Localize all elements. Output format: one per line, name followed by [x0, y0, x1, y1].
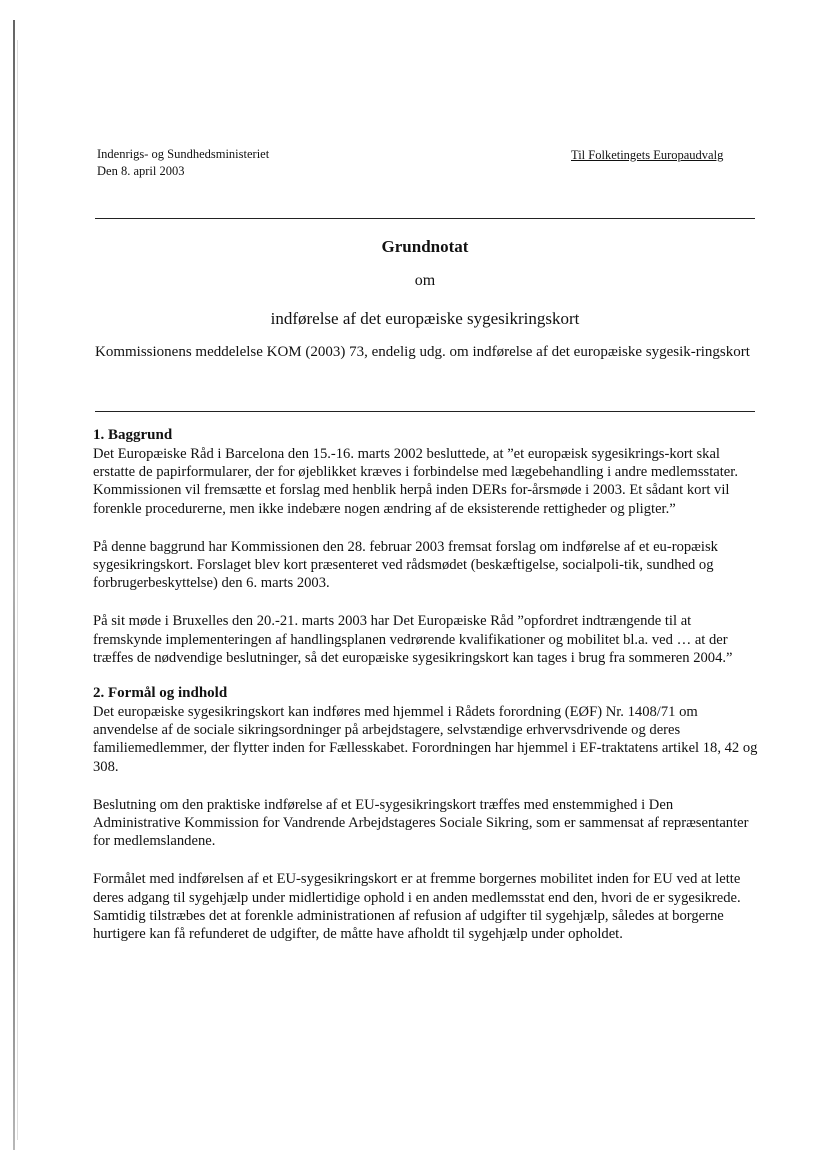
document-date: Den 8. april 2003 — [97, 164, 185, 178]
scan-edge — [13, 20, 15, 1150]
document-subject: indførelse af det europæiske sygesikringskort — [270, 309, 580, 328]
paragraph: Beslutning om den praktiske indførelse af et EU-sygesikringskort træffes med enstemmighed i Den Administrative Kommission for Vandrende Arbejdstageres Sociale Sikring, som er sammensat af repræsentanter for medlemslandene. — [93, 796, 749, 850]
section-baggrund — [93, 426, 763, 667]
recipient: Til Folketingets Europaudvalg — [571, 148, 724, 162]
paragraph: Det europæiske sygesikringskort kan indføres med hjemmel i Rådets forordning (EØF) Nr. 1408/71 om anvendelse af de sociale sikringsordninger på arbejdstagere, selvstændige erhvervsdrivende og deres familiemedlemmer, der flytter inden for Fællesskabet. Forordningen har hjemmel i EF-traktatens artikel 18, 42 og 308. — [93, 704, 758, 775]
section-formaal — [93, 684, 763, 943]
paragraph: På sit møde i Bruxelles den 20.-21. marts 2003 har Det Europæiske Råd ”opfordret indtrængende til at fremskynde implementeringen af handlingsplanen vedrørende kvalifikationer og mobilitet bl.a. ved … at der træffes de nødvendige beslutninger, så det europæiske sygesikringskort kan tages i brug fra sommeren 2004.” — [93, 613, 733, 666]
sender-block — [97, 146, 269, 180]
ministry-name: Indenrigs- og Sundhedsministeriet — [97, 147, 270, 161]
section-heading: 2. Formål og indhold — [93, 685, 228, 702]
paragraph: På denne baggrund har Kommissionen den 28. februar 2003 fremsat forslag om indførelse af et eu-ropæisk sygesikringskort. Forslaget blev kort præsenteret ved rådsmødet (beskæftigelse, socialpoli-tik, sundhed og forbrugerbeskyttelse) den 6. marts 2003. — [93, 538, 718, 592]
top-rule — [95, 218, 755, 219]
title-connector: om — [414, 272, 436, 289]
scan-edge-shadow — [17, 40, 18, 1140]
paragraph: Det Europæiske Råd i Barcelona den 15.-16. marts 2002 besluttede, at ”et europæisk sygesikrings-kort skal erstatte de papirformularer, der for øjeblikket kræves i forbindelse med lægebehandling i andre medlemsstater. Kommissionen vil fremsætte et forslag med henblik herpå inden DERs for-årsmøde i 2003. Et sådant kort vil forenkle procedurerne, men ikke indebære nogen ændring af de eksisterende rettigheder og pligter.” — [93, 446, 738, 517]
reference-line: Kommissionens meddelelse KOM (2003) 73, endelig udg. om indførelse af det europæiske sygesik-ringskort — [95, 344, 750, 360]
reference-rule — [95, 411, 755, 412]
document-body — [93, 426, 763, 963]
document-title: Grundnotat — [381, 237, 469, 256]
paragraph: Formålet med indførelsen af et EU-sygesikringskort er at fremme borgernes mobilitet inden for EU ved at lette deres adgang til sygehjælp under midlertidige ophold i en anden medlemsstat end den, hvori de er sygesikrede. Samtidig tilstræbes det at forenkle administrationen af refusion af udgifter til sygehjælp, således at borgerne hurtigere kan få refunderet de udgifter, de måtte have afholdt til sygehjælp under opholdet. — [93, 871, 741, 943]
section-heading: 1. Baggrund — [93, 427, 173, 443]
